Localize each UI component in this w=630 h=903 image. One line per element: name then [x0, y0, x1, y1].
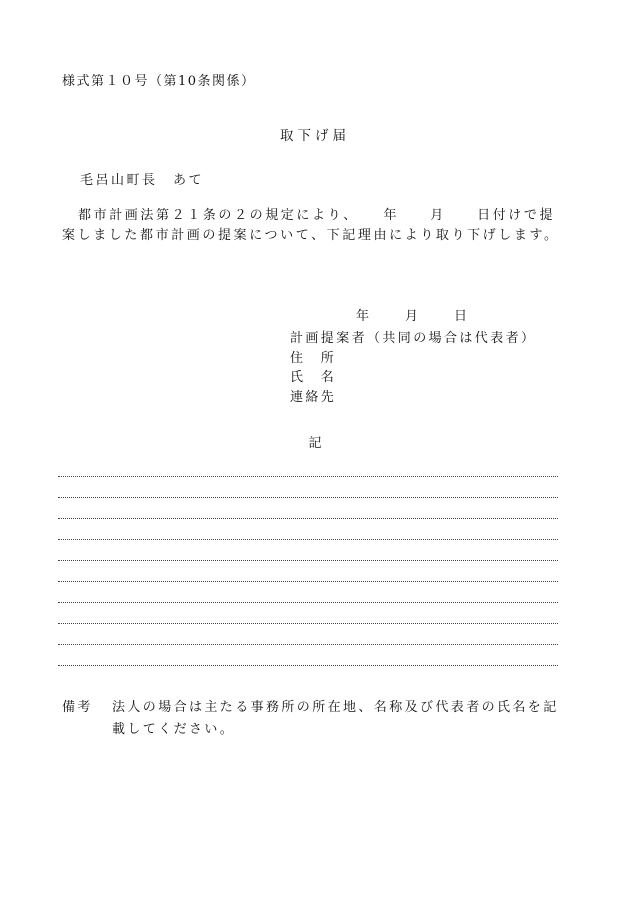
reason-line	[58, 644, 558, 645]
reason-lines	[58, 476, 558, 686]
reason-line	[58, 602, 558, 603]
reason-line	[58, 476, 558, 477]
date-month: 月	[405, 309, 419, 324]
reason-line	[58, 623, 558, 624]
applicant-title: 計画提案者（共同の場合は代表者）	[290, 331, 537, 346]
applicant-block	[290, 329, 536, 407]
reason-line	[58, 497, 558, 498]
date-year: 年	[356, 309, 370, 324]
reason-line	[58, 581, 558, 582]
document-title: 取下げ届	[280, 128, 350, 144]
body-text: 都市計画法第２１条の２の規定により、 年 月 日付けで提案しました都市計画の提案について、下記理由により取り下げします。	[62, 208, 560, 243]
addressee: 毛呂山町長 あて	[80, 173, 205, 188]
applicant-address-label: 住 所	[290, 350, 337, 366]
applicant-name-label: 氏 名	[290, 370, 337, 385]
remarks-label: 備考	[62, 700, 93, 715]
date-line	[356, 305, 467, 324]
date-day: 日	[454, 309, 468, 324]
reason-line	[58, 560, 558, 561]
applicant-contact-label: 連絡先	[290, 389, 337, 405]
ki-heading: 記	[308, 436, 322, 451]
reason-line	[58, 518, 558, 519]
reason-line	[58, 539, 558, 540]
form-number: 様式第１０号（第10条関係）	[62, 74, 256, 89]
reason-line	[58, 665, 558, 666]
remarks-text: 法人の場合は主たる事務所の所在地、名称及び代表者の氏名を記載してください。	[112, 700, 559, 737]
